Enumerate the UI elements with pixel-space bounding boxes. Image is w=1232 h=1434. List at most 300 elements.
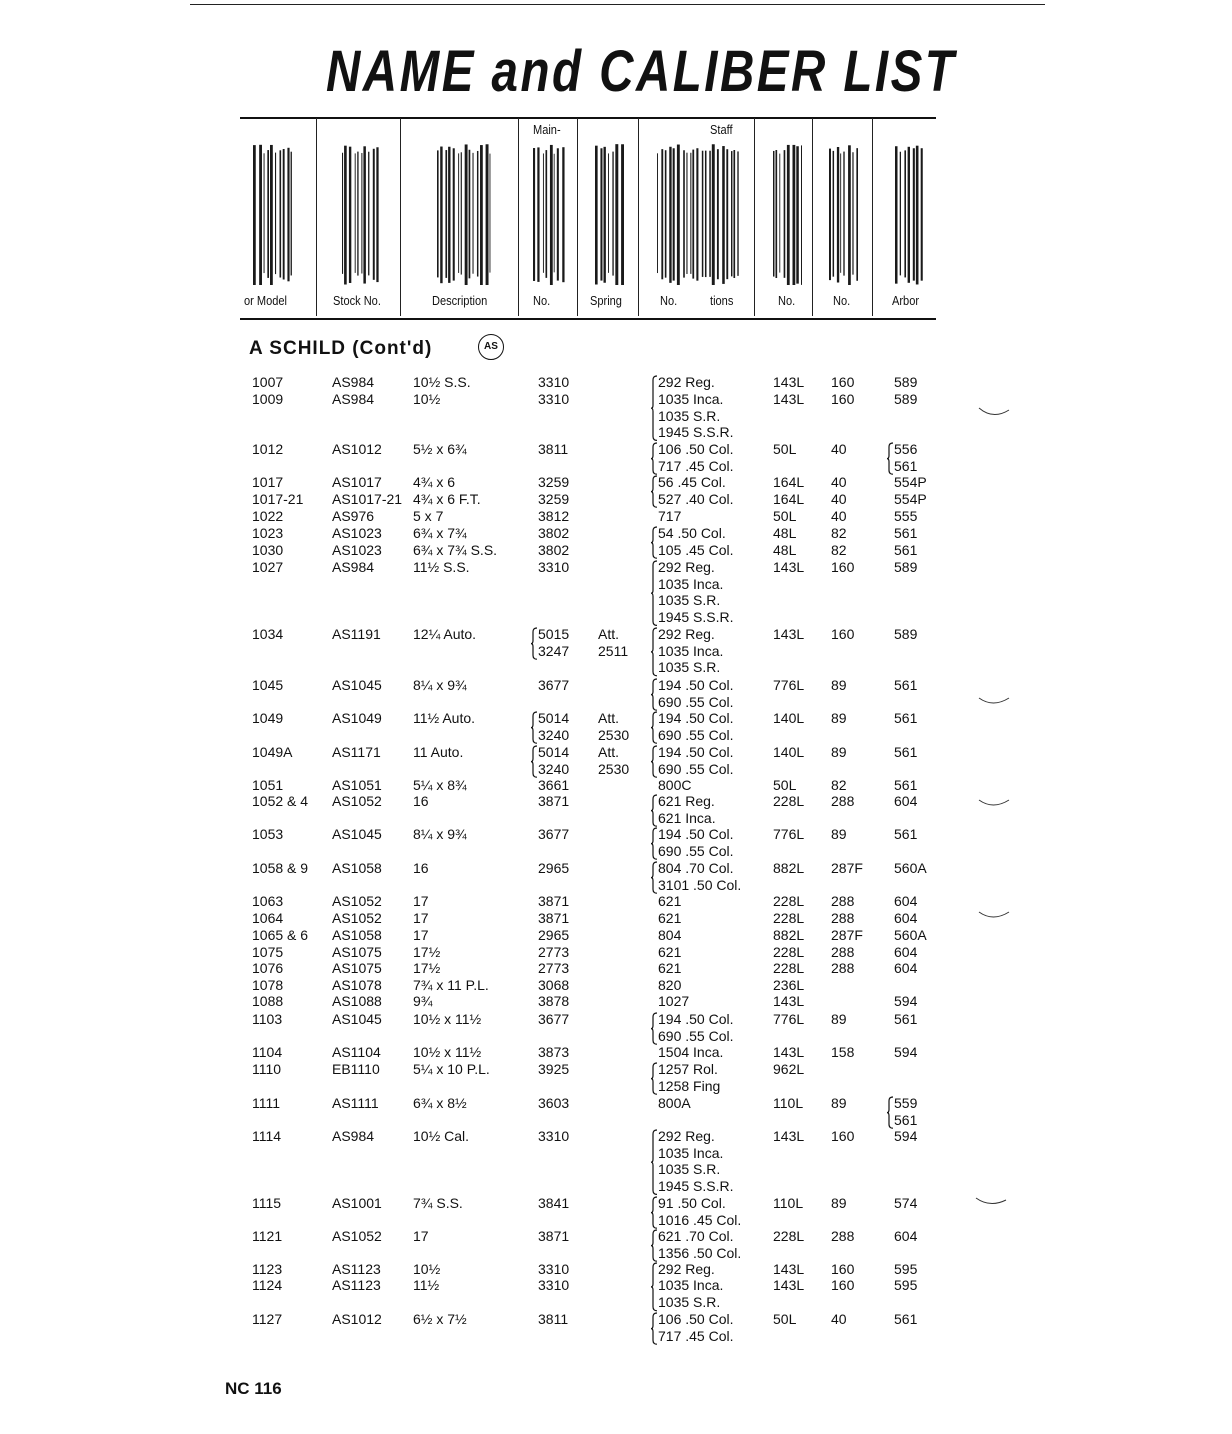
description-cell: 5¼ x 10 P.L. bbox=[413, 1061, 490, 1077]
description-cell: 6¾ x 7¾ bbox=[413, 525, 467, 541]
mainspring-cell: 2773 bbox=[538, 944, 570, 960]
roller-cell: 160 bbox=[831, 626, 855, 642]
stem-cell: 143L bbox=[773, 559, 805, 575]
column-divider bbox=[812, 118, 813, 316]
caliber-cell: 1103 bbox=[252, 1011, 283, 1027]
caliber-cell: 1114 bbox=[252, 1128, 282, 1144]
caliber-cell: 1075 bbox=[252, 944, 284, 960]
pallet-cell: 554P bbox=[894, 474, 927, 490]
pallet-cell: 589 bbox=[894, 559, 918, 575]
mainspring-cell: 3677 bbox=[538, 677, 570, 693]
pallet-cell: 604 bbox=[894, 893, 918, 909]
mainspring-cell: 3068 bbox=[538, 977, 570, 993]
description-cell: 9¾ bbox=[413, 993, 433, 1009]
staff-cell: 194 .50 Col. bbox=[658, 677, 734, 693]
stem-cell: 236L bbox=[773, 977, 805, 993]
staff-cell: 1035 S.R. bbox=[658, 1293, 721, 1310]
stock-cell: AS1052 bbox=[332, 1228, 382, 1244]
stock-cell: AS1045 bbox=[332, 677, 382, 693]
header-top-rule bbox=[240, 117, 936, 119]
staff-cell: 621 bbox=[658, 944, 682, 960]
roller-cell: 89 bbox=[831, 826, 847, 842]
description-cell: 17½ bbox=[413, 944, 441, 960]
brake-spring-cell: 2511 bbox=[598, 642, 629, 659]
stock-cell: AS984 bbox=[332, 559, 375, 575]
mainspring-cell: 3259 bbox=[538, 474, 570, 490]
description-cell: 5 x 7 bbox=[413, 508, 444, 524]
roller-cell: 82 bbox=[831, 542, 847, 558]
staff-cell: 1035 Inca. bbox=[658, 575, 724, 592]
staff-cell: 56 .45 Col. bbox=[658, 474, 726, 490]
staff-brace bbox=[650, 526, 658, 559]
staff-brace bbox=[650, 827, 658, 860]
top-rule bbox=[190, 4, 1045, 5]
staff-cell: 1035 S.R. bbox=[658, 659, 721, 676]
column-header-label: No. bbox=[833, 293, 851, 308]
stem-cell: 50L bbox=[773, 441, 797, 457]
column-header-label: No. bbox=[778, 293, 796, 308]
staff-brace bbox=[650, 1262, 658, 1312]
mainspring-cell: 3677 bbox=[538, 1011, 570, 1027]
staff-cell: 621 Reg. bbox=[658, 793, 715, 809]
stem-cell: 882L bbox=[773, 927, 805, 943]
staff-cell: 194 .50 Col. bbox=[658, 1011, 734, 1027]
roller-cell: 160 bbox=[831, 1261, 855, 1277]
barcode-graphic bbox=[894, 140, 924, 285]
mainspring-cell: 3310 bbox=[538, 391, 570, 407]
barcode-graphic bbox=[341, 140, 381, 285]
staff-brace bbox=[650, 794, 658, 827]
stock-cell: AS984 bbox=[332, 1128, 375, 1144]
stock-cell: AS1049 bbox=[332, 710, 382, 726]
page-number: NC 116 bbox=[225, 1379, 282, 1398]
caliber-cell: 1104 bbox=[252, 1044, 283, 1060]
roller-cell: 288 bbox=[831, 944, 855, 960]
column-header-label: Spring bbox=[590, 293, 622, 308]
pallet-cell: 561 bbox=[894, 1011, 918, 1027]
pallet-brace bbox=[886, 1096, 894, 1129]
stem-cell: 143L bbox=[773, 1044, 805, 1060]
staff-brace bbox=[650, 375, 658, 441]
staff-brace bbox=[650, 1129, 658, 1195]
caliber-cell: 1030 bbox=[252, 542, 284, 558]
staff-cell: 1945 S.S.R. bbox=[658, 1177, 734, 1194]
mainspring-cell: 3811 bbox=[538, 441, 569, 457]
staff-cell: 690 .55 Col. bbox=[658, 693, 734, 710]
column-divider bbox=[518, 118, 519, 316]
roller-cell: 158 bbox=[831, 1044, 855, 1060]
mainspring-cell: 3310 bbox=[538, 1261, 570, 1277]
stock-cell: AS1012 bbox=[332, 1311, 382, 1327]
pallet-cell: 589 bbox=[894, 626, 918, 642]
barcode-graphic bbox=[436, 140, 492, 285]
column-header-label: or Model bbox=[244, 293, 287, 308]
roller-cell: 288 bbox=[831, 793, 855, 809]
roller-cell: 287F bbox=[831, 927, 863, 943]
staff-cell: 690 .55 Col. bbox=[658, 842, 734, 859]
stem-cell: 776L bbox=[773, 826, 805, 842]
description-cell: 6¾ x 7¾ S.S. bbox=[413, 542, 498, 558]
staff-cell: 690 .55 Col. bbox=[658, 726, 734, 743]
mainspring-cell: 3240 bbox=[538, 760, 570, 777]
column-divider bbox=[316, 118, 317, 316]
roller-cell: 287F bbox=[831, 860, 863, 876]
pallet-cell: 589 bbox=[894, 374, 918, 390]
staff-cell: 292 Reg. bbox=[658, 1128, 715, 1144]
staff-cell: 91 .50 Col. bbox=[658, 1195, 726, 1211]
caliber-cell: 1049 bbox=[252, 710, 284, 726]
barcode-graphic bbox=[656, 140, 740, 285]
mainspring-cell: 3310 bbox=[538, 559, 570, 575]
mainspring-cell: 3878 bbox=[538, 993, 570, 1009]
staff-cell: 1035 S.R. bbox=[658, 592, 721, 609]
mainspring-cell: 3603 bbox=[538, 1095, 570, 1111]
caliber-cell: 1012 bbox=[252, 441, 284, 457]
staff-brace bbox=[650, 1312, 658, 1345]
pallet-cell: 595 bbox=[894, 1261, 918, 1277]
stem-cell: 50L bbox=[773, 1311, 797, 1327]
stem-cell: 228L bbox=[773, 944, 805, 960]
pallet-cell: 595 bbox=[894, 1277, 918, 1293]
description-cell: 12¼ Auto. bbox=[413, 626, 477, 642]
stem-cell: 228L bbox=[773, 893, 805, 909]
margin-mark bbox=[972, 1192, 1012, 1212]
mainspring-cell: 3873 bbox=[538, 1044, 570, 1060]
caliber-cell: 1076 bbox=[252, 960, 284, 976]
barcode-graphic bbox=[828, 140, 858, 285]
caliber-cell: 1115 bbox=[252, 1195, 282, 1211]
roller-cell: 160 bbox=[831, 1128, 855, 1144]
description-cell: 11½ Auto. bbox=[413, 710, 476, 726]
margin-mark bbox=[975, 690, 1015, 710]
caliber-cell: 1045 bbox=[252, 677, 284, 693]
mainspring-brace bbox=[530, 711, 538, 744]
pallet-cell: 561 bbox=[894, 677, 918, 693]
roller-cell: 288 bbox=[831, 910, 855, 926]
mainspring-cell: 3871 bbox=[538, 910, 570, 926]
staff-brace bbox=[650, 442, 658, 475]
staff-cell: 194 .50 Col. bbox=[658, 710, 734, 726]
caliber-cell: 1088 bbox=[252, 993, 284, 1009]
pallet-cell: 560A bbox=[894, 860, 927, 876]
caliber-cell: 1065 & 6 bbox=[252, 927, 309, 943]
stock-cell: AS984 bbox=[332, 374, 375, 390]
roller-cell: 40 bbox=[831, 491, 847, 507]
staff-cell: 717 bbox=[658, 508, 682, 524]
barcode-graphic bbox=[594, 140, 624, 285]
caliber-cell: 1110 bbox=[252, 1061, 282, 1077]
mainspring-cell: 3802 bbox=[538, 542, 570, 558]
staff-cell: 717 .45 Col. bbox=[658, 1327, 734, 1344]
stem-cell: 143L bbox=[773, 1128, 805, 1144]
roller-cell: 82 bbox=[831, 777, 847, 793]
staff-brace bbox=[650, 1062, 658, 1095]
stock-cell: AS1088 bbox=[332, 993, 382, 1009]
stock-cell: AS1012 bbox=[332, 441, 382, 457]
pallet-cell: 560A bbox=[894, 927, 927, 943]
stem-cell: 962L bbox=[773, 1061, 805, 1077]
stem-cell: 140L bbox=[773, 710, 805, 726]
mainspring-cell: 3871 bbox=[538, 893, 570, 909]
roller-cell: 40 bbox=[831, 1311, 847, 1327]
stock-cell: AS1052 bbox=[332, 893, 382, 909]
description-cell: 4¾ x 6 bbox=[413, 474, 456, 490]
description-cell: 11½ S.S. bbox=[413, 559, 470, 575]
staff-brace bbox=[650, 475, 658, 508]
roller-cell: 160 bbox=[831, 374, 855, 390]
pallet-brace bbox=[886, 442, 894, 475]
staff-cell: 3101 .50 Col. bbox=[658, 876, 742, 893]
pallet-cell: 561 bbox=[894, 457, 918, 474]
stock-cell: AS1045 bbox=[332, 1011, 382, 1027]
pallet-cell: 594 bbox=[894, 1128, 918, 1144]
caliber-cell: 1017 bbox=[252, 474, 284, 490]
stem-cell: 228L bbox=[773, 1228, 805, 1244]
staff-cell: 292 Reg. bbox=[658, 1261, 715, 1277]
stem-cell: 143L bbox=[773, 1261, 805, 1277]
stem-cell: 50L bbox=[773, 508, 797, 524]
description-cell: 16 bbox=[413, 793, 429, 809]
description-cell: 11½ bbox=[413, 1277, 440, 1293]
stock-cell: AS1111 bbox=[332, 1095, 379, 1111]
stem-cell: 143L bbox=[773, 993, 805, 1009]
roller-cell: 89 bbox=[831, 677, 847, 693]
caliber-cell: 1052 & 4 bbox=[252, 793, 309, 809]
column-divider bbox=[754, 118, 755, 316]
section-title: A SCHILD (Cont'd) bbox=[249, 338, 433, 359]
pallet-cell: 561 bbox=[894, 826, 918, 842]
staff-cell: 621 .70 Col. bbox=[658, 1228, 734, 1244]
mainspring-cell: 5015 bbox=[538, 626, 570, 642]
stem-cell: 50L bbox=[773, 777, 797, 793]
description-cell: 17½ bbox=[413, 960, 441, 976]
stem-cell: 110L bbox=[773, 1195, 804, 1211]
column-header-label: Stock No. bbox=[333, 293, 381, 308]
staff-cell: 1258 Fing bbox=[658, 1077, 721, 1094]
pallet-cell: 554P bbox=[894, 491, 927, 507]
mainspring-cell: 3871 bbox=[538, 1228, 570, 1244]
stock-cell: AS1058 bbox=[332, 860, 382, 876]
stock-cell: AS1001 bbox=[332, 1195, 382, 1211]
pallet-cell: 594 bbox=[894, 993, 918, 1009]
stock-cell: AS984 bbox=[332, 391, 375, 407]
description-cell: 11 Auto. bbox=[413, 744, 464, 760]
page-title: NAME and CALIBER LIST bbox=[326, 39, 957, 104]
mainspring-brace bbox=[530, 627, 538, 660]
stock-cell: AS1123 bbox=[332, 1261, 381, 1277]
description-cell: 17 bbox=[413, 927, 429, 943]
staff-cell: 1035 S.R. bbox=[658, 1161, 721, 1178]
mainspring-cell: 3925 bbox=[538, 1061, 570, 1077]
caliber-cell: 1111 bbox=[252, 1095, 281, 1111]
description-cell: 10½ Cal. bbox=[413, 1128, 470, 1144]
column-divider bbox=[400, 118, 401, 316]
staff-cell: 1016 .45 Col. bbox=[658, 1211, 742, 1228]
margin-mark bbox=[975, 400, 1015, 420]
staff-cell: 1035 Inca. bbox=[658, 391, 724, 407]
mainspring-cell: 5014 bbox=[538, 710, 570, 726]
caliber-cell: 1124 bbox=[252, 1277, 283, 1293]
stock-cell: AS1058 bbox=[332, 927, 382, 943]
description-cell: 10½ x 11½ bbox=[413, 1044, 482, 1060]
mainspring-cell: 3811 bbox=[538, 1311, 569, 1327]
roller-cell: 160 bbox=[831, 559, 855, 575]
stock-cell: AS1123 bbox=[332, 1277, 381, 1293]
stock-cell: AS1052 bbox=[332, 910, 382, 926]
pallet-cell: 561 bbox=[894, 1111, 918, 1128]
staff-cell: 621 bbox=[658, 893, 682, 909]
mainspring-cell: 3812 bbox=[538, 508, 570, 524]
stock-cell: AS1045 bbox=[332, 826, 382, 842]
description-cell: 8¼ x 9¾ bbox=[413, 826, 467, 842]
stem-cell: 882L bbox=[773, 860, 805, 876]
staff-cell: 106 .50 Col. bbox=[658, 441, 734, 457]
stock-cell: EB1110 bbox=[332, 1061, 380, 1077]
staff-cell: 690 .55 Col. bbox=[658, 1027, 734, 1044]
staff-cell: 54 .50 Col. bbox=[658, 525, 726, 541]
description-cell: 5½ x 6¾ bbox=[413, 441, 467, 457]
stock-cell: AS976 bbox=[332, 508, 375, 524]
column-header-label: No. bbox=[533, 293, 551, 308]
roller-cell: 288 bbox=[831, 893, 855, 909]
brake-spring-cell: 2530 bbox=[598, 760, 630, 777]
mainspring-cell: 3871 bbox=[538, 793, 570, 809]
pallet-cell: 594 bbox=[894, 1044, 918, 1060]
caliber-cell: 1023 bbox=[252, 525, 284, 541]
staff-cell: 1035 Inca. bbox=[658, 1277, 724, 1293]
description-cell: 7¾ x 11 P.L. bbox=[413, 977, 489, 993]
mainspring-cell: 2965 bbox=[538, 927, 570, 943]
staff-cell: 621 bbox=[658, 910, 682, 926]
staff-cell: 292 Reg. bbox=[658, 374, 715, 390]
roller-cell: 89 bbox=[831, 710, 847, 726]
pallet-cell: 604 bbox=[894, 1228, 918, 1244]
brake-spring-cell: Att. bbox=[598, 744, 620, 760]
staff-brace bbox=[650, 1229, 658, 1262]
stock-cell: AS1017-21 bbox=[332, 491, 403, 507]
header-bottom-rule bbox=[240, 318, 936, 320]
caliber-cell: 1022 bbox=[252, 508, 284, 524]
roller-cell: 288 bbox=[831, 960, 855, 976]
mainspring-cell: 3259 bbox=[538, 491, 570, 507]
mainspring-cell: 5014 bbox=[538, 744, 570, 760]
caliber-cell: 1127 bbox=[252, 1311, 283, 1327]
staff-cell: 621 Inca. bbox=[658, 809, 716, 826]
stock-cell: AS1104 bbox=[332, 1044, 381, 1060]
stock-cell: AS1051 bbox=[332, 777, 382, 793]
roller-cell: 160 bbox=[831, 391, 855, 407]
pallet-cell: 604 bbox=[894, 910, 918, 926]
roller-cell: 89 bbox=[831, 1095, 847, 1111]
caliber-cell: 1058 & 9 bbox=[252, 860, 309, 876]
stem-cell: 48L bbox=[773, 525, 797, 541]
mainspring-cell: 3841 bbox=[538, 1195, 570, 1211]
staff-brace bbox=[650, 678, 658, 711]
staff-cell: 1035 S.R. bbox=[658, 407, 721, 424]
stem-cell: 164L bbox=[773, 474, 805, 490]
caliber-cell: 1053 bbox=[252, 826, 284, 842]
stock-cell: AS1078 bbox=[332, 977, 382, 993]
staff-cell: 1035 Inca. bbox=[658, 1144, 724, 1161]
roller-cell: 89 bbox=[831, 1011, 847, 1027]
description-cell: 17 bbox=[413, 910, 429, 926]
mainspring-brace bbox=[530, 745, 538, 778]
stock-cell: AS1023 bbox=[332, 542, 382, 558]
stem-cell: 776L bbox=[773, 1011, 805, 1027]
staff-cell: 292 Reg. bbox=[658, 559, 715, 575]
pallet-cell: 561 bbox=[894, 777, 918, 793]
stem-cell: 143L bbox=[773, 391, 805, 407]
barcode-graphic bbox=[532, 140, 566, 285]
staff-cell: 800A bbox=[658, 1095, 691, 1111]
description-cell: 6¾ x 8½ bbox=[413, 1095, 467, 1111]
brake-spring-cell: 2530 bbox=[598, 726, 630, 743]
column-header-top: Main- bbox=[533, 122, 561, 137]
stem-cell: 140L bbox=[773, 744, 805, 760]
caliber-cell: 1078 bbox=[252, 977, 284, 993]
pallet-cell: 574 bbox=[894, 1195, 918, 1211]
stem-cell: 143L bbox=[773, 1277, 805, 1293]
description-cell: 17 bbox=[413, 893, 429, 909]
column-header-label: tions bbox=[710, 293, 734, 308]
staff-cell: 1945 S.S.R. bbox=[658, 424, 734, 441]
column-header-label: Description bbox=[432, 293, 488, 308]
margin-mark bbox=[975, 792, 1015, 812]
stock-cell: AS1171 bbox=[332, 744, 381, 760]
staff-cell: 106 .50 Col. bbox=[658, 1311, 734, 1327]
pallet-cell: 604 bbox=[894, 793, 918, 809]
roller-cell: 89 bbox=[831, 1195, 847, 1211]
stem-cell: 164L bbox=[773, 491, 805, 507]
caliber-cell: 1017-21 bbox=[252, 491, 304, 507]
stem-cell: 228L bbox=[773, 793, 805, 809]
barcode-graphic bbox=[772, 140, 802, 285]
pallet-cell: 559 bbox=[894, 1095, 918, 1111]
staff-cell: 527 .40 Col. bbox=[658, 491, 734, 507]
staff-brace bbox=[650, 560, 658, 626]
pallet-cell: 555 bbox=[894, 508, 918, 524]
stock-cell: AS1023 bbox=[332, 525, 382, 541]
mainspring-cell: 3240 bbox=[538, 726, 570, 743]
staff-brace bbox=[650, 861, 658, 894]
description-cell: 6½ x 7½ bbox=[413, 1311, 467, 1327]
roller-cell: 40 bbox=[831, 441, 847, 457]
staff-cell: 690 .55 Col. bbox=[658, 760, 734, 777]
as-logo-icon: AS bbox=[478, 334, 504, 360]
caliber-cell: 1027 bbox=[252, 559, 284, 575]
column-header-label: Arbor bbox=[892, 293, 920, 308]
pallet-cell: 561 bbox=[894, 542, 918, 558]
staff-cell: 194 .50 Col. bbox=[658, 744, 734, 760]
staff-cell: 820 bbox=[658, 977, 682, 993]
mainspring-cell: 3802 bbox=[538, 525, 570, 541]
staff-cell: 1257 Rol. bbox=[658, 1061, 718, 1077]
pallet-cell: 589 bbox=[894, 391, 918, 407]
roller-cell: 89 bbox=[831, 744, 847, 760]
description-cell: 7¾ S.S. bbox=[413, 1195, 463, 1211]
brake-spring-cell: Att. bbox=[598, 710, 620, 726]
brake-spring-cell: Att. bbox=[598, 626, 620, 642]
stock-cell: AS1052 bbox=[332, 793, 382, 809]
stem-cell: 776L bbox=[773, 677, 805, 693]
pallet-cell: 561 bbox=[894, 525, 918, 541]
column-divider bbox=[872, 118, 873, 316]
mainspring-cell: 3310 bbox=[538, 1128, 570, 1144]
roller-cell: 288 bbox=[831, 1228, 855, 1244]
pallet-cell: 561 bbox=[894, 710, 918, 726]
staff-cell: 1027 bbox=[658, 993, 690, 1009]
description-cell: 5¼ x 8¾ bbox=[413, 777, 467, 793]
